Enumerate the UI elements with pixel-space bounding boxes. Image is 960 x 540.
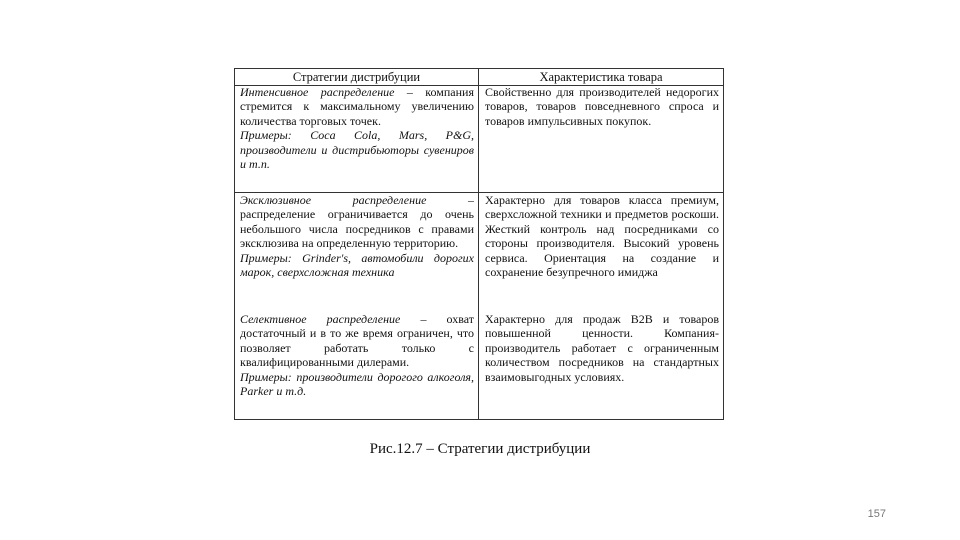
row-intensive-strategy xyxy=(240,85,474,171)
characteristics-intensive: Свойственно для производителей недорогих товаров, товаров повседневного спроса и товаров импульсивных покупок. xyxy=(485,85,719,128)
row-selective-strategy xyxy=(240,312,474,398)
figure-caption: Рис.12.7 – Стратегии дистрибуции xyxy=(369,441,591,457)
term-exclusive: Эксклюзивное распределение xyxy=(240,193,427,207)
term-selective: Селективное распределение xyxy=(240,312,401,326)
characteristics-exclusive: Характерно для товаров класса премиум, сверхсложной техники и предметов роскоши. Жесткий контроль над посредниками со стороны производителя. Высокий уровень сервиса. Ориентация на создание и сохранение безупречного имиджа xyxy=(485,193,719,280)
strategy-table xyxy=(234,68,724,420)
examples-intensive: Примеры: Coca Cola, Mars, P&G, производители и дистрибьюторы сувениров и т.п. xyxy=(240,128,474,172)
header-product-characteristics: Характеристика товара xyxy=(539,70,663,84)
term-intensive: Интенсивное распределение xyxy=(240,85,395,99)
column-divider xyxy=(478,69,479,419)
header-strategies: Стратегии дистрибуции xyxy=(292,70,421,84)
characteristics-selective: Характерно для продаж B2B и товаров повышенной ценности. Компания-производитель работает с ограниченным количеством посредников на стандартных взаимовыгодных условиях. xyxy=(485,312,719,384)
row-intensive-characteristics xyxy=(485,85,719,128)
row-exclusive-characteristics xyxy=(485,193,719,279)
row-exclusive-strategy xyxy=(240,193,474,279)
desc-intensive: – компания стремится к максимальному увеличению количества торговых точек. xyxy=(240,85,474,128)
desc-exclusive: – распределение ограничивается до очень небольшого числа посредников с правами эксклюзива на определенную территорию. xyxy=(240,193,474,251)
examples-selective: Примеры: производители дорогого алкоголя, Parker и т.д. xyxy=(240,369,474,399)
row-selective-characteristics xyxy=(485,312,719,384)
desc-selective: – охват достаточный и в то же время ограничен, что позволяет работать только с квалифицированными дилерами. xyxy=(240,312,474,370)
examples-exclusive: Примеры: Grinder's, автомобили дорогих марок, сверхсложная техника xyxy=(240,250,474,280)
page-number: 157 xyxy=(867,508,886,520)
